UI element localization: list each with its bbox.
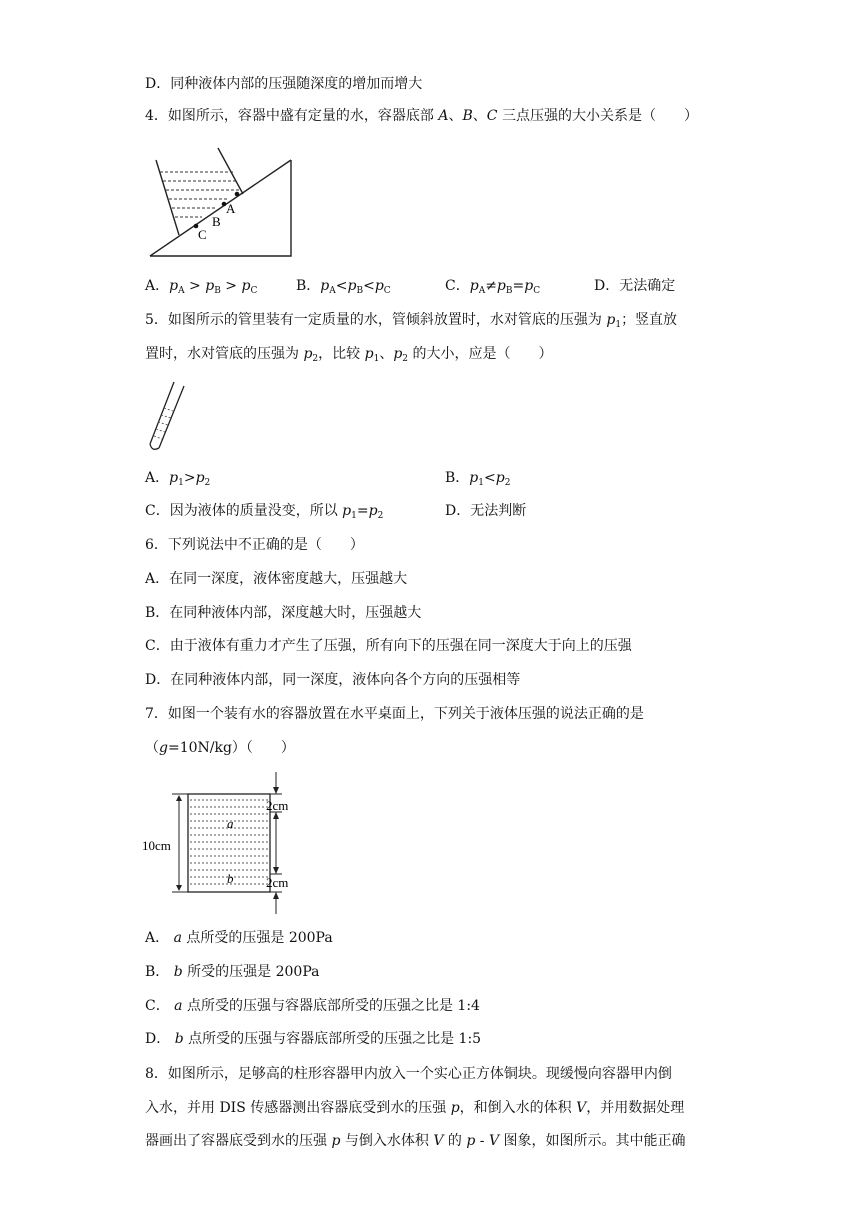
q4-option-b: B．$p_A<p_B<p_C$ <box>296 278 391 296</box>
q7-option-d: D． b 点所受的压强与容器底部所受的压强之比是 1:5 <box>145 1031 482 1047</box>
q5-stem-line2: 置时，水对管底的压强为 $p_2$，比较 $p_1$、$p_2$ 的大小，应是（ ） <box>145 346 553 364</box>
q5-option-c: C．因为液体的质量没变，所以 $p_1=p_2$ <box>145 503 384 521</box>
q5-option-d: D．无法判断 <box>445 503 527 519</box>
q7-stem-gravity: （g=10N/kg）（ ） <box>145 740 295 756</box>
q7-container-figure <box>142 770 302 916</box>
q3-option-d: D．同种液体内部的压强随深度的增加而增大 <box>145 76 423 92</box>
dimension-10cm: 10cm <box>142 838 171 853</box>
q6-option-b: B．在同种液体内部，深度越大时，压强越大 <box>145 605 422 621</box>
dimension-top-2cm: 2cm <box>266 798 289 813</box>
q7-option-c: C． a 点所受的压强与容器底部所受的压强之比是 1:4 <box>145 998 480 1014</box>
q4-incline-container-figure <box>148 146 294 258</box>
label-c: C <box>198 227 207 242</box>
q4-option-d: D．无法确定 <box>594 278 676 294</box>
q4-option-a: A．$p_A > p_B > p_C$ <box>145 278 258 296</box>
q8-stem-line3: 器画出了容器底受到水的压强 p 与倒入水体积 V 的 p - V 图象，如图所示。其中能正确 <box>145 1133 686 1149</box>
q8-stem-line1: 8．如图所示，足够高的柱形容器甲内放入一个实心正方体铜块。现缓慢向容器甲内倒 <box>145 1066 672 1082</box>
q6-option-a: A．在同一深度，液体密度越大，压强越大 <box>145 571 408 587</box>
point-a-label: a <box>227 816 234 831</box>
q7-option-a: A． a 点所受的压强是 200Pa <box>145 930 333 946</box>
q5-stem-line1: 5．如图所示的管里装有一定质量的水，管倾斜放置时，水对管底的压强为 $p_1$；竖直放 <box>145 312 678 330</box>
label-b: B <box>212 214 221 229</box>
q5-option-a: A．$p_1>p_2$ <box>145 470 211 488</box>
q6-option-d: D．在同种液体内部，同一深度，液体向各个方向的压强相等 <box>145 672 521 688</box>
q8-stem-line2: 入水，并用 DIS 传感器测出容器底受到水的压强 p，和倒入水的体积 V，并用数据处理 <box>145 1100 685 1116</box>
dimension-bottom-2cm: 2cm <box>266 875 289 890</box>
q5-tilted-tube-figure <box>144 380 190 454</box>
point-b-label: b <box>227 871 234 886</box>
q5-option-b: B．$p_1<p_2$ <box>445 470 511 488</box>
point-a-dot <box>235 192 240 197</box>
q4-option-c: C．$p_A\ne p_B=p_C$ <box>445 278 541 296</box>
label-a: A <box>226 201 236 216</box>
q7-option-b: B． b 所受的压强是 200Pa <box>145 964 320 980</box>
q7-stem: 7．如图一个装有水的容器放置在水平桌面上，下列关于液体压强的说法正确的是 <box>145 706 644 722</box>
q6-stem: 6．下列说法中不正确的是（ ） <box>145 537 364 553</box>
q4-stem: 4．如图所示，容器中盛有定量的水，容器底部 A、B、C 三点压强的大小关系是（ ） <box>145 108 698 124</box>
q6-option-c: C．由于液体有重力才产生了压强，所有向下的压强在同一深度大于向上的压强 <box>145 638 632 654</box>
